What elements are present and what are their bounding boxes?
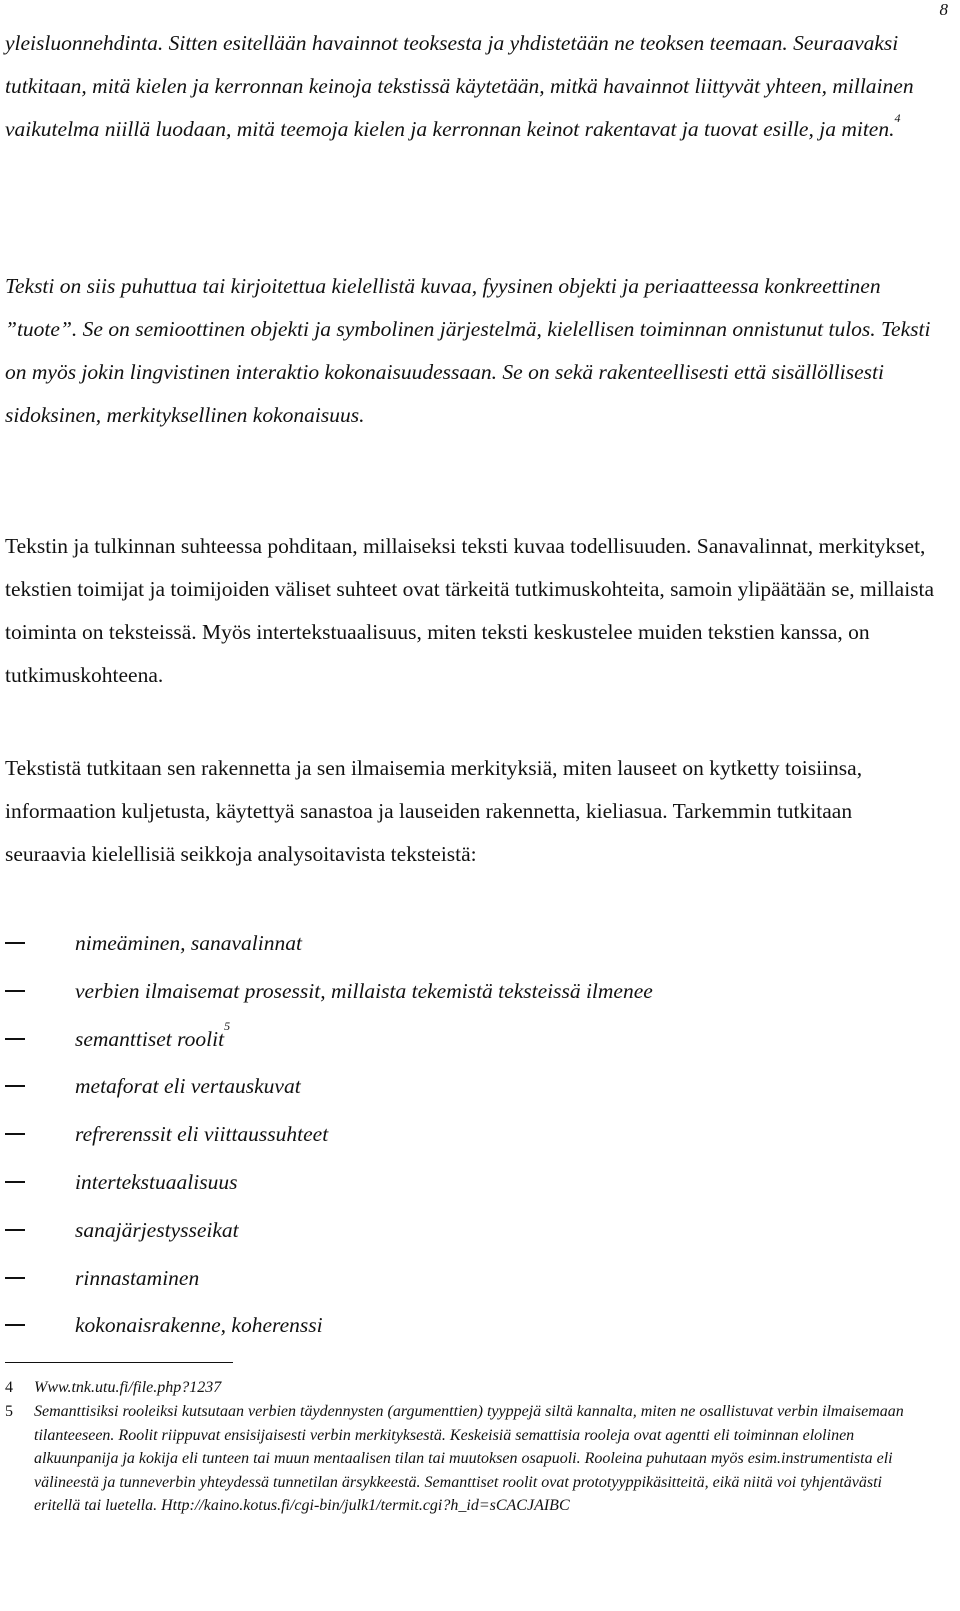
paragraph-intro <box>5 22 935 151</box>
paragraph-text-definition-a: Teksti on siis puhuttua tai kirjoitettua kielellistä kuvaa, fyysinen objekti ja periaatteessa konkreettinen ”tuote”. <box>5 274 881 341</box>
paragraph-interpretation: Tekstin ja tulkinnan suhteessa pohditaan, millaiseksi teksti kuvaa todellisuuden. Sanavalinnat, merkitykset, tekstien toimijat ja toimijoiden väliset suhteet ovat tärkeitä tutkimuskohteita, samoin ylipäätään se, millaista toiminta on teksteissä. Myös intertekstuaalisuus, miten teksti keskustelee muiden tekstien kanssa, on tutkimuskohteena. <box>5 534 935 687</box>
analysis-feature-list <box>5 920 653 1350</box>
dash-bullet-icon <box>5 1229 25 1231</box>
list-item: metaforat eli vertauskuvat <box>5 1063 653 1111</box>
paragraph-intro-text: yleisluonnehdinta. Sitten esitellään havainnot teoksesta ja yhdistetään ne teoksen teemaan. Seuraavaksi tutkitaan, mitä kielen ja kerronnan keinoja tekstissä käytetään, mitkä havainnot liittyvät yhteen, millainen vaikutelma niillä luodaan, mitä teemoja kielen ja kerronnan keinot rakentavat ja tuovat esille, ja miten. <box>5 31 914 141</box>
dash-bullet-icon <box>5 1085 25 1087</box>
dash-bullet-icon <box>5 1133 25 1135</box>
page-number: 8 <box>939 0 948 19</box>
footnote-4 <box>5 1376 920 1400</box>
list-item: intertekstuaalisuus <box>5 1159 653 1207</box>
footnote-5 <box>5 1400 920 1518</box>
dash-bullet-icon <box>5 942 25 944</box>
list-item: kokonaisrakenne, koherenssi <box>5 1302 653 1350</box>
footnote-ref-5: 5 <box>224 1018 231 1033</box>
paragraph-text-definition-b: Se on semioottinen objekti ja symbolinen järjestelmä, kielellisen toiminnan onnistunut tulos. Teksti on myös jokin lingvistinen interaktio kokonaisuudessaan. Se on sekä rakenteellisesti että sisällöllisesti sidoksinen, merkityksellinen kokonaisuus. <box>5 317 931 427</box>
list-item: rinnastaminen <box>5 1255 653 1303</box>
list-item: refrerenssit eli viittaussuhteet <box>5 1111 653 1159</box>
footnote-separator <box>5 1362 233 1363</box>
list-item: nimeäminen, sanavalinnat <box>5 920 653 968</box>
list-item: semanttiset roolit$^5$ <box>5 1016 653 1064</box>
dash-bullet-icon <box>5 1277 25 1279</box>
footnote-number: 5 <box>5 1403 13 1420</box>
dash-bullet-icon <box>5 990 25 992</box>
footnote-number: 4 <box>5 1379 13 1396</box>
list-item: verbien ilmaisemat prosessit, millaista tekemistä teksteissä ilmenee <box>5 968 653 1016</box>
dash-bullet-icon <box>5 1038 25 1040</box>
list-item: sanajärjestysseikat <box>5 1207 653 1255</box>
paragraph-analysis: Tekstistä tutkitaan sen rakennetta ja sen ilmaisemia merkityksiä, miten lauseet on kytketty toisiinsa, informaation kuljetusta, käytettyä sanastoa ja lauseiden rakennetta, kieliasua. Tarkemmin tutkitaan seuraavia kielellisiä seikkoja analysoitavista teksteistä: <box>5 756 863 866</box>
footnote-ref-4: 4 <box>894 111 901 125</box>
footnote-text: Www.tnk.utu.fi/file.php?1237 <box>34 1379 222 1396</box>
footnote-text: Semanttisiksi rooleiksi kutsutaan verbien täydennysten (argumenttien) tyyppejä siltä kannalta, miten ne osallistuvat verbin ilmaisemaan tilanteeseen. Roolit riippuvat ensisijaisesti verbin merkityksestä. Keskeisiä semattisia rooleja ovat agentti eli toiminnan elolinen alkuunpanija ja kokija eli tunteen tai muun mentaalisen tilan tai muutoksen osapuoli. Rooleina puhutaan myös esim.instrumentista eli välineestä ja tunneverbin yhteydessä tunnetilan ärsykkeestä. Semanttiset roolit ovat prototyyppikäsitteitä, eikä niitä voi tyhjentävästi eritellä tai luetella. Http://kaino.kotus.fi/cgi-bin/julk1/termit.cgi?h_id=sCACJAIBC <box>34 1403 904 1514</box>
paragraph-text-definition <box>5 265 935 437</box>
dash-bullet-icon <box>5 1181 25 1183</box>
dash-bullet-icon <box>5 1324 25 1326</box>
